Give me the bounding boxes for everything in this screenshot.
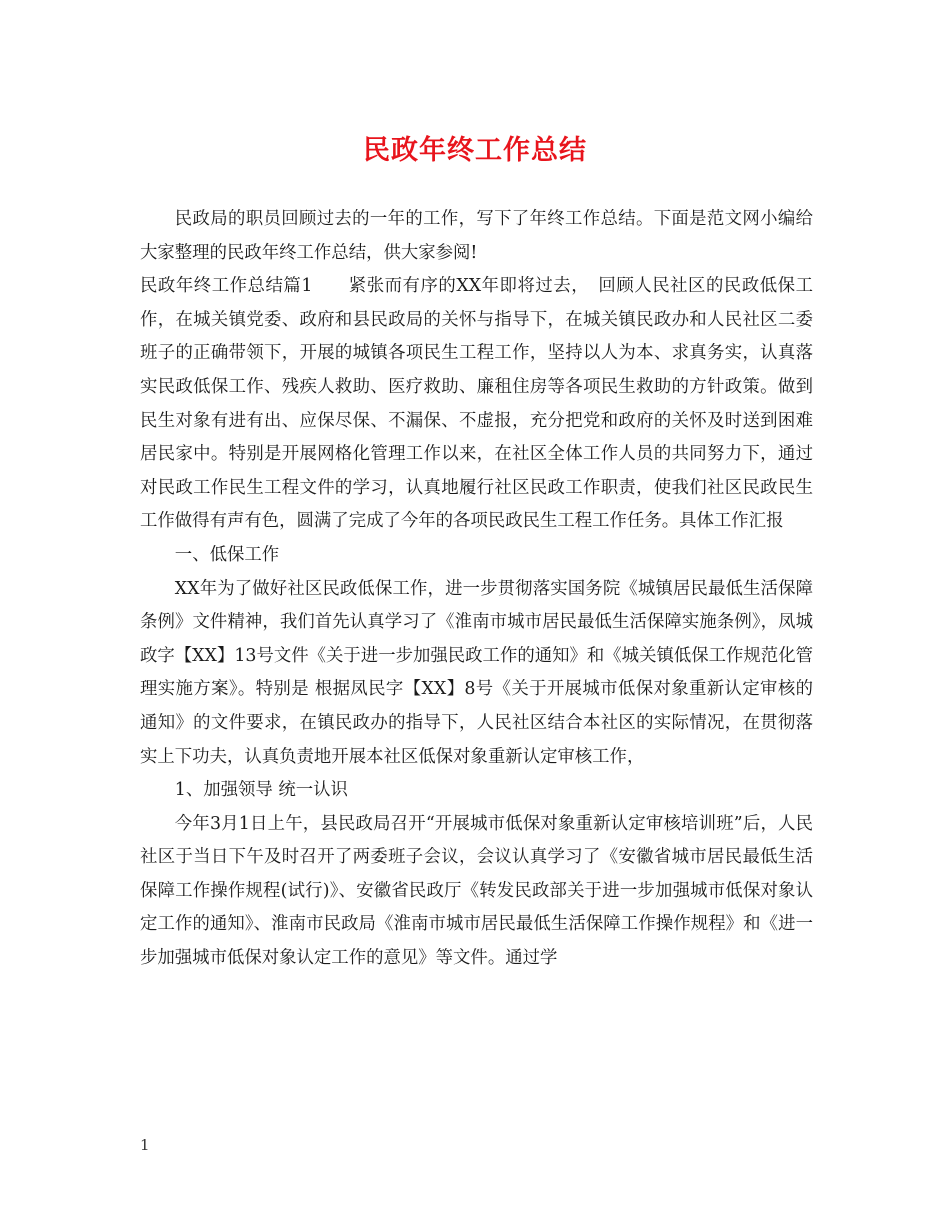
low-income-paragraph: XX年为了做好社区民政低保工作，进一步贯彻落实国务院《城镇居民最低生活保障条例》文件精神，我们首先认真学习了《淮南市城市居民最低生活保障实施条例》，凤城政字【XX】13号文件《关于进一步加强民政工作的通知》和《城关镇低保工作规范化管理实施方案》。特别是 根据凤民字【XX】8号《关于开展城市低保对象重新认定审核的通知》的文件要求，在镇民政办的指导下，人民社区结合本社区的实际情况，在贯彻落实上下功夫，认真负责地开展本社区低保对象重新认定审核工作， [140, 578, 813, 767]
document-body [140, 203, 813, 976]
document-title: 民政年终工作总结 [363, 135, 587, 166]
intro-paragraph: 民政局的职员回顾过去的一年的工作，写下了年终工作总结。下面是范文网小编给大家整理的民政年终工作总结，供大家参阅! [140, 209, 813, 263]
subsection-heading-leadership: 1、加强领导 统一认识 [174, 780, 348, 801]
page-number: 1 [140, 1136, 150, 1154]
section-heading-low-income: 一、低保工作 [174, 544, 280, 565]
summary-paragraph: 民政年终工作总结篇1 紧张而有序的XX年即将过去， 回顾人民社区的民政低保工作，在城关镇党委、政府和县民政局的关怀与指导下，在城关镇民政办和人民社区二委班子的正确带领下，开展的城镇各项民生工程工作，坚持以人为本、求真务实，认真落实民政低保工作、残疾人救助、医疗救助、廉租住房等各项民生救助的方针政策。做到民生对象有进有出、应保尽保、不漏保、不虚报，充分把党和政府的关怀及时送到困难居民家中。特别是开展网格化管理工作以来，在社区全体工作人员的共同努力下，通过对民政工作民生工程文件的学习，认真地履行社区民政工作职责，使我们社区民政民生工作做得有声有色，圆满了完成了今年的各项民政民生工程工作任务。具体工作汇报 [140, 276, 813, 532]
training-paragraph: 今年3月1日上午，县民政局召开“开展城市低保对象重新认定审核培训班”后，人民社区于当日下午及时召开了两委班子会议，会议认真学习了《安徽省城市居民最低生活保障工作操作规程(试行)》、安徽省民政厅《转发民政部关于进一步加强城市低保对象认定工作的通知》、淮南市民政局《淮南市城市居民最低生活保障工作操作规程》和《进一步加强城市低保对象认定工作的意见》等文件。通过学 [140, 813, 813, 969]
